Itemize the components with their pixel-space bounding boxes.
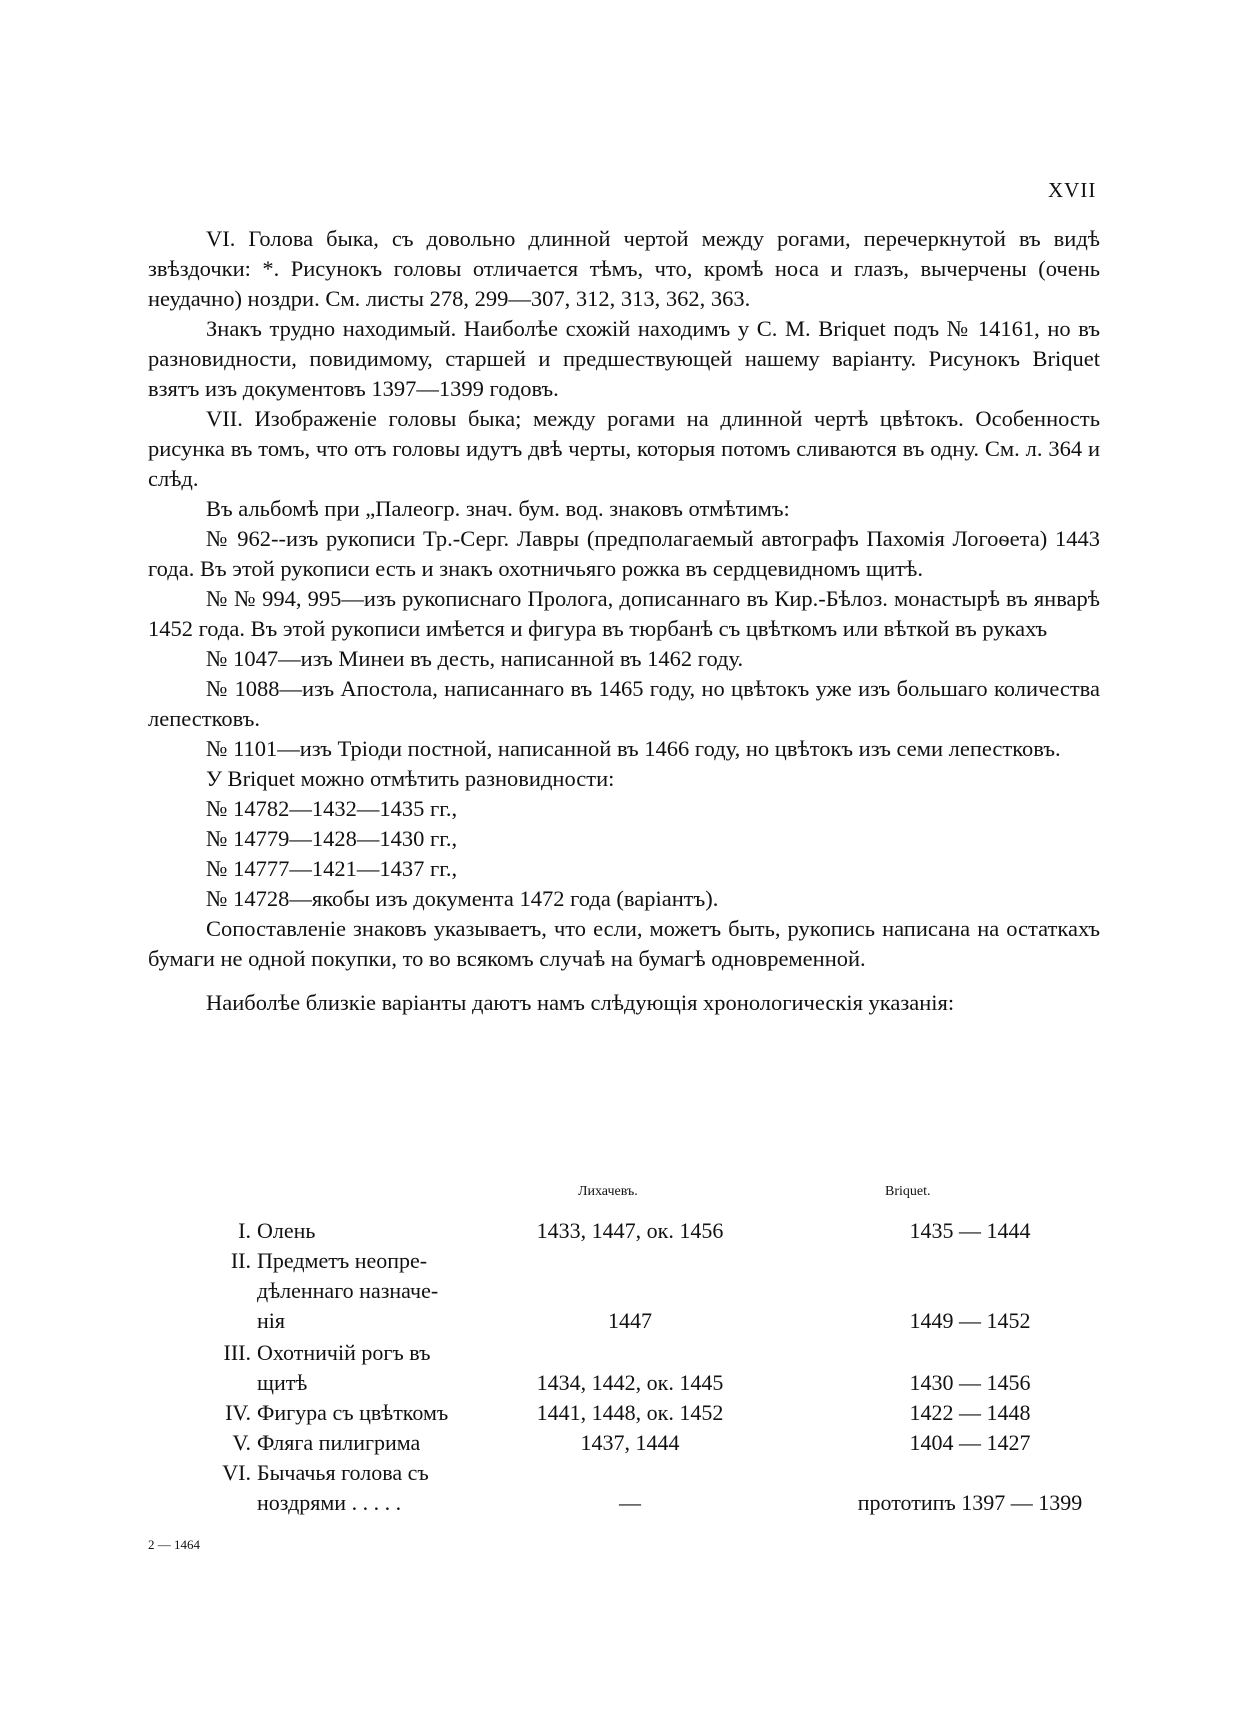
column-header-likhachev: Лихачевъ. xyxy=(578,1184,638,1199)
paragraph: № 1088—изъ Апостола, написаннаго въ 1465 году, но цвѣтокъ уже изъ большаго количества лепестковъ. xyxy=(148,676,1100,731)
paragraph: Сопоставленіе знаковъ указываетъ, что если, можетъ быть, рукопись написана на остаткахъ бумаги не одной покупки, то во всякомъ случаѣ на бумагѣ одновременной. xyxy=(148,916,1100,971)
paragraph: № 1101—изъ Тріоди постной, написанной въ 1466 году, но цвѣтокъ изъ семи лепестковъ. xyxy=(206,736,1061,761)
paragraph: № 14782—1432—1435 гг., xyxy=(206,796,458,821)
briquet-value: прототипъ 1397 — 1399 xyxy=(857,1490,1083,1515)
row-name: нія xyxy=(257,1308,286,1333)
paragraph: № 962--изъ рукописи Тр.-Серг. Лавры (предполагаемый автографъ Пахомія Логоѳета) 1443 года. Въ этой рукописи есть и знакъ охотничьяго рожка въ сердцевидномъ щитѣ. xyxy=(148,526,1100,581)
briquet-value: 1404 — 1427 xyxy=(909,1430,1031,1455)
page-number: XVII xyxy=(1048,178,1097,202)
paragraph: № 14728—якобы изъ документа 1472 года (варіантъ). xyxy=(206,886,719,911)
row-name: Охотничій рогъ въ xyxy=(257,1340,431,1365)
likhachev-value: 1441, 1448, ок. 1452 xyxy=(536,1400,724,1425)
printer-signature: 2 — 1464 xyxy=(148,1537,200,1552)
row-name: Олень xyxy=(257,1218,316,1243)
briquet-value: 1449 — 1452 xyxy=(909,1308,1031,1333)
row-number: I. xyxy=(238,1218,251,1243)
paragraph: VI. Голова быка, съ довольно длинной чертой между рогами, перечеркнутой въ видѣ звѣздочки: *. Рисунокъ головы отличается тѣмъ, что, кромѣ носа и глазъ, вычерчены (очень неудачно) ноздри. См. листы 278, 299—307, 312, 313, 362, 363. xyxy=(148,226,1100,311)
row-number: IV. xyxy=(225,1400,251,1425)
paragraph: № № 994, 995—изъ рукописнаго Пролога, дописаннаго въ Кир.-Бѣлоз. монастырѣ въ январѣ 1452 года. Въ этой рукописи имѣется и фигура въ тюрбанѣ съ цвѣткомъ или вѣткой въ рукахъ xyxy=(148,586,1100,641)
likhachev-value: 1433, 1447, ок. 1456 xyxy=(536,1218,724,1243)
paragraph: № 1047—изъ Минеи въ десть, написанной въ 1462 году. xyxy=(206,646,744,671)
likhachev-value: — xyxy=(619,1490,641,1515)
briquet-value: 1435 — 1444 xyxy=(909,1218,1031,1243)
row-number: III. xyxy=(223,1340,251,1365)
row-name: Предметъ неопре- xyxy=(257,1248,428,1273)
row-name: Фляга пилигрима xyxy=(257,1430,421,1455)
paragraph: № 14779—1428—1430 гг., xyxy=(206,826,458,851)
paragraph: Знакъ трудно находимый. Наиболѣе схожій находимъ у С. М. Briquet подъ № 14161, но въ разновидности, повидимому, старшей и предшествующей нашему варіанту. Рисунокъ Briquet взятъ изъ документовъ 1397—1399 годовъ. xyxy=(148,316,1100,401)
row-name: щитѣ xyxy=(257,1370,308,1395)
row-name: дѣленнаго назначе- xyxy=(257,1278,439,1303)
column-header-briquet: Briquet. xyxy=(885,1184,931,1199)
row-name: Фигура съ цвѣткомъ xyxy=(257,1400,449,1425)
row-name: ноздрями . . . . . xyxy=(257,1490,402,1515)
likhachev-value: 1447 xyxy=(608,1308,652,1333)
body-text xyxy=(148,224,1100,1018)
row-number: V. xyxy=(232,1430,251,1455)
briquet-value: 1422 — 1448 xyxy=(909,1400,1031,1425)
paragraph: № 14777—1421—1437 гг., xyxy=(206,856,458,881)
paragraph: VII. Изображеніе головы быка; между рогами на длинной чертѣ цвѣтокъ. Особенность рисунка въ томъ, что отъ головы идутъ двѣ черты, которыя потомъ сливаются въ одну. См. л. 364 и слѣд. xyxy=(148,406,1100,491)
likhachev-value: 1437, 1444 xyxy=(580,1430,680,1455)
row-name: Бычачья голова съ xyxy=(257,1460,429,1485)
paragraph: У Briquet можно отмѣтить разновидности: xyxy=(206,766,615,791)
row-number: II. xyxy=(230,1248,251,1273)
row-number: VI. xyxy=(222,1460,251,1485)
paragraph: Наиболѣе близкіе варіанты даютъ намъ слѣдующія хронологическія указанія: xyxy=(206,990,955,1015)
likhachev-value: 1434, 1442, ок. 1445 xyxy=(536,1370,724,1395)
briquet-value: 1430 — 1456 xyxy=(909,1370,1031,1395)
paragraph: Въ альбомѣ при „Палеогр. знач. бум. вод. знаковъ отмѣтимъ: xyxy=(206,496,790,521)
